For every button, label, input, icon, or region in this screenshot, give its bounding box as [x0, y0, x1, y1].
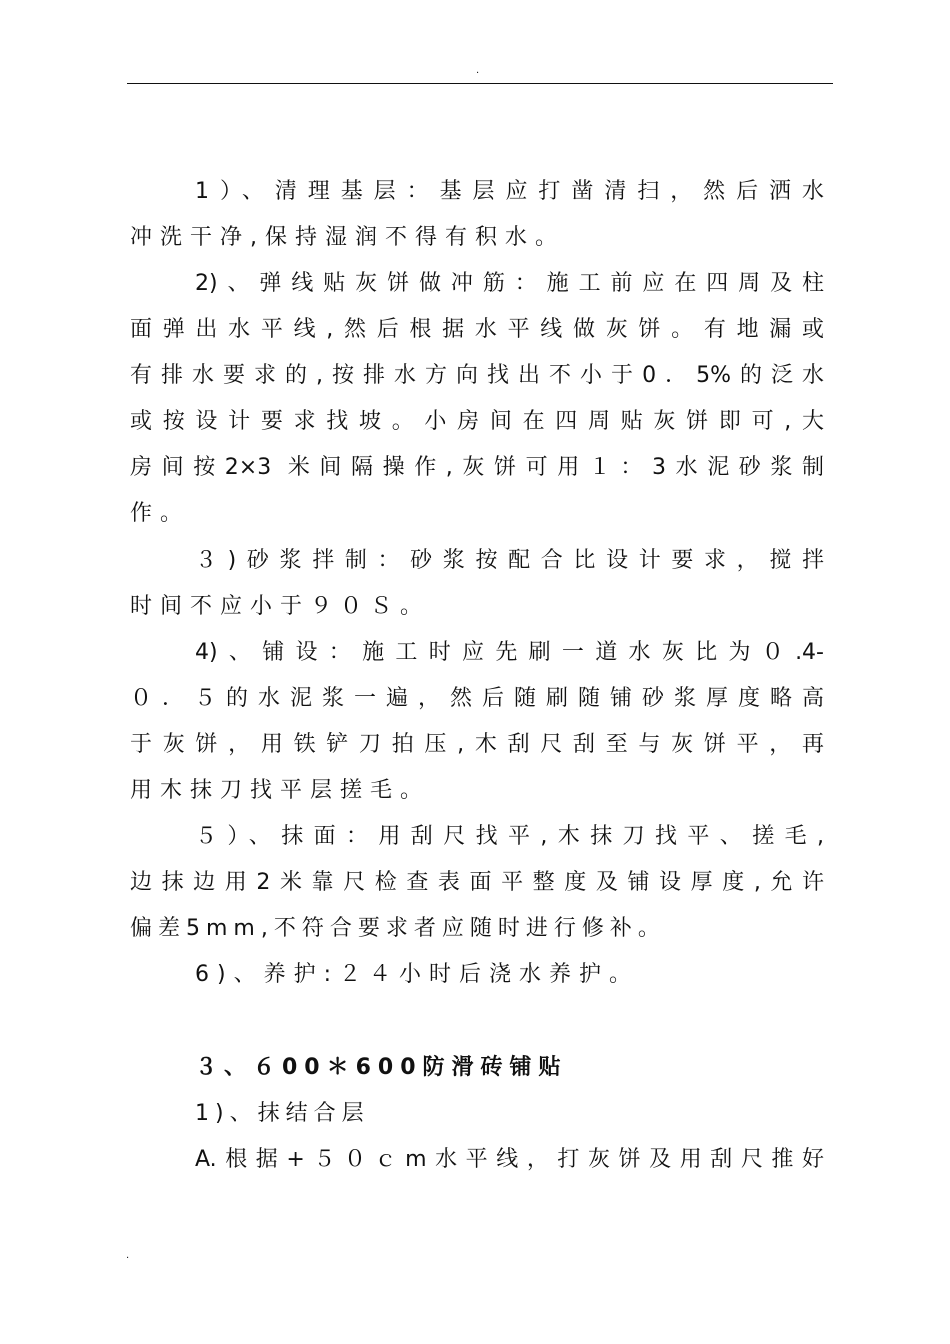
- paragraph-line: 用木抹刀找平层搓毛。: [130, 778, 431, 803]
- paragraph-line: 时间不应小于９０Ｓ。: [130, 594, 431, 619]
- paragraph-line: ３)砂浆拌制：砂浆按配合比设计要求，搅拌: [195, 548, 824, 573]
- paragraph-line: 2)、弹线贴灰饼做冲筋：施工前应在四周及柱: [195, 271, 824, 296]
- paragraph-line: 面弹出水平线,然后根据水平线做灰饼。有地漏或: [130, 317, 824, 342]
- sub-heading: 1)、抹结合层: [195, 1101, 370, 1126]
- paragraph-line: ０．５的水泥浆一遍，然后随刷随铺砂浆厚度略高: [130, 686, 824, 711]
- paragraph-line: 6)、养护:２４小时后浇水养护。: [195, 962, 639, 987]
- paragraph-line: 边抹边用2米靠尺检查表面平整度及铺设厚度,允许: [130, 870, 824, 895]
- footer-mark: .: [126, 1250, 130, 1261]
- header-mark: .: [476, 65, 480, 76]
- paragraph-line: A.根据+５０ｃm水平线，打灰饼及用刮尺推好: [195, 1147, 824, 1172]
- paragraph-line: 房间按2×3 米间隔操作,灰饼可用１：3水泥砂浆制: [130, 455, 824, 480]
- header-rule: [127, 83, 833, 84]
- paragraph-line: ５）、抹面：用刮尺找平,木抹刀找平、搓毛,: [195, 824, 824, 849]
- paragraph-line: 于灰饼，用铁铲刀拍压,木刮尺刮至与灰饼平，再: [130, 732, 824, 757]
- paragraph-line: 冲洗干净,保持湿润不得有积水。: [130, 225, 565, 250]
- paragraph-line: 4)、铺设：施工时应先刷一道水灰比为０.4-: [195, 640, 824, 665]
- section-heading: ３、６00＊600防滑砖铺贴: [195, 1055, 568, 1080]
- paragraph-line: 或按设计要求找坡。小房间在四周贴灰饼即可,大: [130, 409, 824, 434]
- paragraph-line: 偏差5mm,不符合要求者应随时进行修补。: [130, 916, 666, 941]
- paragraph-line: 作。: [130, 501, 191, 526]
- paragraph-line: 1）、清理基层：基层应打凿清扫，然后洒水: [195, 179, 824, 204]
- paragraph-line: 有排水要求的,按排水方向找出不小于0．5%的泛水: [130, 363, 824, 388]
